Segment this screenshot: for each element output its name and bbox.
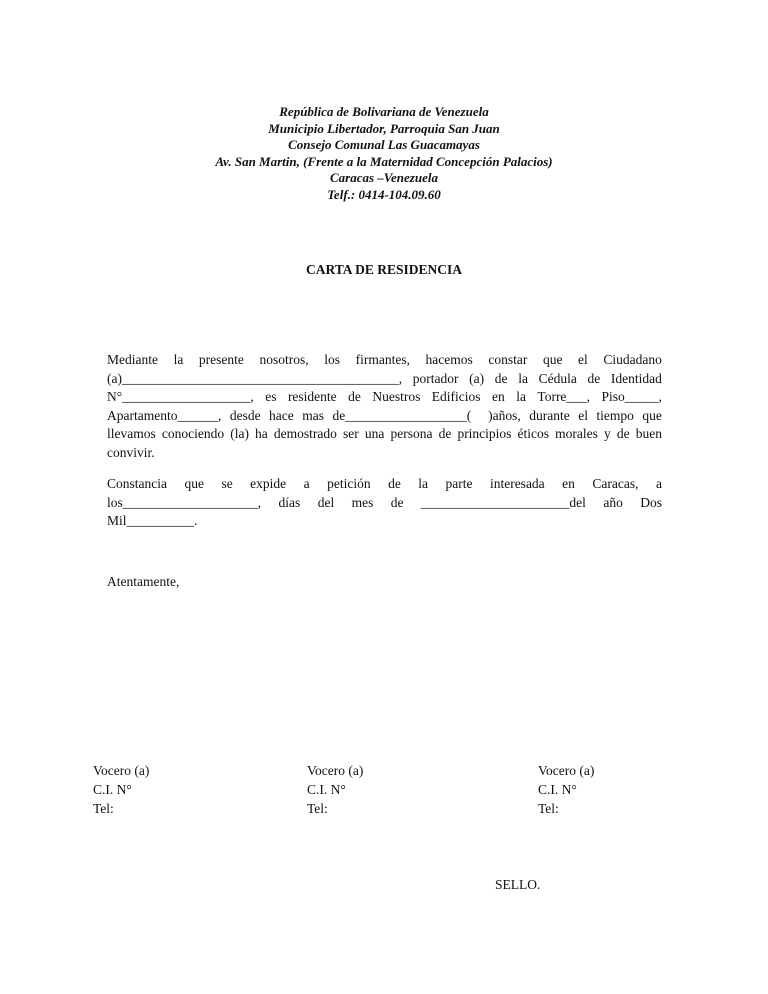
closing-salutation: Atentamente,	[107, 574, 180, 589]
word: parte	[445, 476, 473, 491]
document-title: CARTA DE RESIDENCIA	[305, 262, 463, 277]
word: persona	[390, 426, 433, 441]
word: la	[418, 476, 429, 491]
word: nosotros,	[259, 352, 309, 367]
word: de	[438, 426, 452, 441]
word: hacemos	[425, 352, 473, 367]
word: días	[278, 494, 301, 510]
word: éticos	[517, 426, 550, 441]
signature-id-label: C.I. N°	[538, 782, 577, 797]
letterhead-address: Av. San Martin, (Frente a la Maternidad Concepción Palacios)	[215, 153, 553, 169]
paragraph-line: Mil__________.	[107, 513, 198, 528]
word: que	[542, 352, 563, 367]
word: de	[390, 494, 404, 510]
word: Identidad	[610, 370, 662, 386]
letterhead	[0, 104, 768, 203]
word: se	[221, 476, 233, 491]
signature-tel-label: Tel:	[93, 801, 114, 816]
paragraph-line	[107, 370, 662, 389]
word: Constancia	[107, 476, 167, 491]
word: Caracas,	[592, 476, 639, 491]
word: Mediante	[107, 352, 158, 367]
paragraph-line	[107, 475, 662, 494]
letterhead-city: Caracas –Venezuela	[330, 170, 438, 185]
word: año	[603, 494, 623, 510]
word: (la)	[230, 426, 249, 441]
word: que	[184, 476, 204, 491]
letterhead-phone: Telf.: 0414-104.09.60	[327, 186, 441, 202]
word: expide	[250, 476, 287, 491]
word: ______________________del	[420, 494, 586, 510]
word: mes	[351, 494, 374, 510]
word: Nuestros	[372, 389, 421, 404]
word: la	[173, 352, 184, 367]
word: firmantes,	[355, 352, 410, 367]
word: demostrado	[273, 426, 337, 441]
word: a	[655, 476, 662, 491]
paragraph-line: convivir.	[107, 444, 155, 460]
word: de	[616, 426, 630, 441]
word: en	[562, 476, 575, 491]
signature-block	[538, 761, 594, 818]
word: a	[303, 476, 310, 491]
paragraph-line	[107, 407, 662, 426]
signature-id-label: C.I. N°	[307, 782, 346, 797]
word: durante	[529, 407, 570, 423]
letterhead-municipality: Municipio Libertador, Parroquia San Juan	[268, 120, 500, 136]
word: )años,	[488, 407, 521, 423]
paragraph-line	[107, 425, 662, 444]
word: los____________________,	[107, 494, 262, 510]
word: de	[348, 389, 361, 404]
word: una	[364, 426, 385, 441]
word: Dos	[640, 494, 662, 510]
residence-statement-paragraph	[107, 351, 662, 462]
signature-tel-label: Tel:	[307, 801, 328, 816]
word: y	[604, 426, 611, 441]
word: Ciudadano	[603, 352, 662, 367]
word: el	[578, 407, 588, 423]
signature-role: Vocero (a)	[538, 763, 595, 778]
word: interesada	[489, 476, 545, 491]
word: es	[265, 389, 277, 404]
word: el	[578, 352, 588, 367]
word: presente	[198, 352, 244, 367]
word: de	[388, 476, 401, 491]
word: hace	[269, 407, 294, 423]
word: que	[642, 407, 662, 423]
word: tiempo	[596, 407, 634, 423]
word: en	[491, 389, 505, 404]
word: la	[516, 389, 526, 404]
word: (a)	[469, 370, 485, 386]
word: Edificios	[431, 389, 481, 404]
word: Cédula	[538, 370, 577, 386]
word: llevamos	[107, 426, 156, 441]
issuance-paragraph	[107, 475, 662, 531]
word: petición	[327, 476, 371, 491]
signature-id-label: C.I. N°	[93, 782, 132, 797]
word: constar	[488, 352, 528, 367]
word: buen	[635, 426, 662, 441]
signature-block	[93, 761, 149, 818]
signature-block	[307, 761, 363, 818]
word: de__________________(	[332, 407, 472, 423]
word: conociendo	[161, 426, 225, 441]
word: Piso_____,	[601, 389, 662, 404]
signature-role: Vocero (a)	[93, 763, 150, 778]
word: principios	[457, 426, 512, 441]
word: mas	[302, 407, 324, 423]
letterhead-republic: República de Bolivariana de Venezuela	[279, 104, 489, 119]
word: (a)_________________________________________,	[107, 370, 403, 386]
signature-role: Vocero (a)	[307, 763, 364, 778]
word: ser	[343, 426, 359, 441]
word: N°___________________,	[107, 389, 254, 404]
word: portador	[412, 370, 459, 386]
word: ha	[255, 426, 268, 441]
word: la	[518, 370, 528, 386]
word: del	[317, 494, 335, 510]
word: Apartamento______,	[107, 407, 222, 423]
word: los	[324, 352, 340, 367]
paragraph-line	[107, 494, 662, 513]
stamp-label: SELLO.	[495, 877, 541, 892]
paragraph-line	[107, 388, 662, 407]
letterhead-council: Consejo Comunal Las Guacamayas	[288, 137, 480, 152]
word: desde	[229, 407, 261, 423]
paragraph-line	[107, 351, 662, 370]
word: Torre___,	[537, 389, 591, 404]
word: de	[587, 370, 601, 386]
word: residente	[287, 389, 337, 404]
word: de	[494, 370, 508, 386]
word: morales	[555, 426, 598, 441]
signature-tel-label: Tel:	[538, 801, 559, 816]
